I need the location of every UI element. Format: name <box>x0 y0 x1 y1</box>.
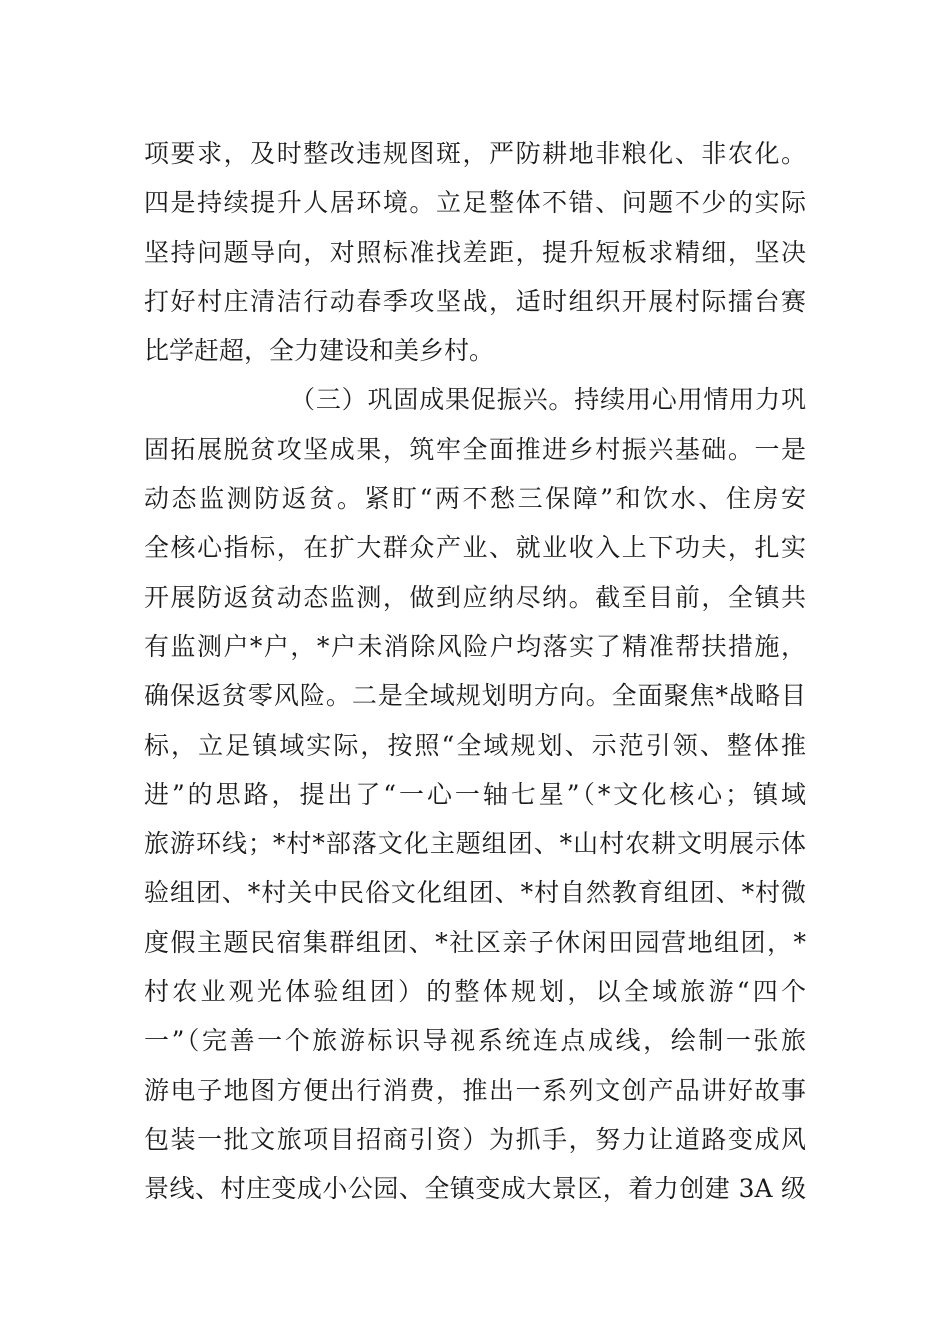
text-line-9: 全核心指标，在扩大群众产业、就业收入上下功夫，扎实 <box>144 533 806 563</box>
text-line-22: 景线、村庄变成小公园、全镇变成大景区，着力创建 3A 级 <box>144 1174 806 1204</box>
text-line-3: 坚持问题导向，对照标准找差距，提升短板求精细，坚决 <box>144 237 806 267</box>
text-line-13: 标，立足镇域实际，按照“全域规划、示范引领、整体推 <box>144 730 806 760</box>
text-line-18: 村农业观光体验组团）的整体规划，以全域旅游“四个 <box>144 977 806 1007</box>
text-line-7: 固拓展脱贫攻坚成果，筑牢全面推进乡村振兴基础。一是 <box>144 434 806 464</box>
text-line-4: 打好村庄清洁行动春季攻坚战，适时组织开展村际擂台赛 <box>144 286 806 316</box>
text-line-5: 比学赶超，全力建设和美乡村。 <box>144 336 495 366</box>
text-line-20: 游电子地图方便出行消费，推出一系列文创产品讲好故事 <box>144 1075 806 1105</box>
text-line-17: 度假主题民宿集群组团、*社区亲子休闲田园营地组团，* <box>144 927 806 957</box>
text-line-12: 确保返贫零风险。二是全域规划明方向。全面聚焦*战略目 <box>144 681 806 711</box>
text-line-19: 一”（完善一个旅游标识导视系统连点成线，绘制一张旅 <box>144 1026 806 1056</box>
text-line-14: 进”的思路，提出了“一心一轴七星”（*文化核心；镇域 <box>144 779 806 809</box>
body-text <box>144 129 806 1214</box>
text-line-1: 项要求，及时整改违规图斑，严防耕地非粮化、非农化。 <box>144 139 806 168</box>
section-heading-line: （三）巩固成果促振兴。持续用心用情用力巩 <box>290 385 806 415</box>
text-line-21: 包装一批文旅项目招商引资）为抓手，努力让道路变成风 <box>144 1124 806 1154</box>
text-line-11: 有监测户*户，*户未消除风险户均落实了精准帮扶措施， <box>144 631 806 661</box>
text-line-15: 旅游环线；*村*部落文化主题组团、*山村农耕文明展示体 <box>144 829 806 859</box>
text-line-8: 动态监测防返贫。紧盯“两不愁三保障”和饮水、住房安 <box>144 484 806 514</box>
text-line-10: 开展防返贫动态监测，做到应纳尽纳。截至目前，全镇共 <box>144 582 806 612</box>
text-line-2: 四是持续提升人居环境。立足整体不错、问题不少的实际 <box>144 188 806 218</box>
text-line-16: 验组团、*村关中民俗文化组团、*村自然教育组团、*村微 <box>144 878 806 908</box>
